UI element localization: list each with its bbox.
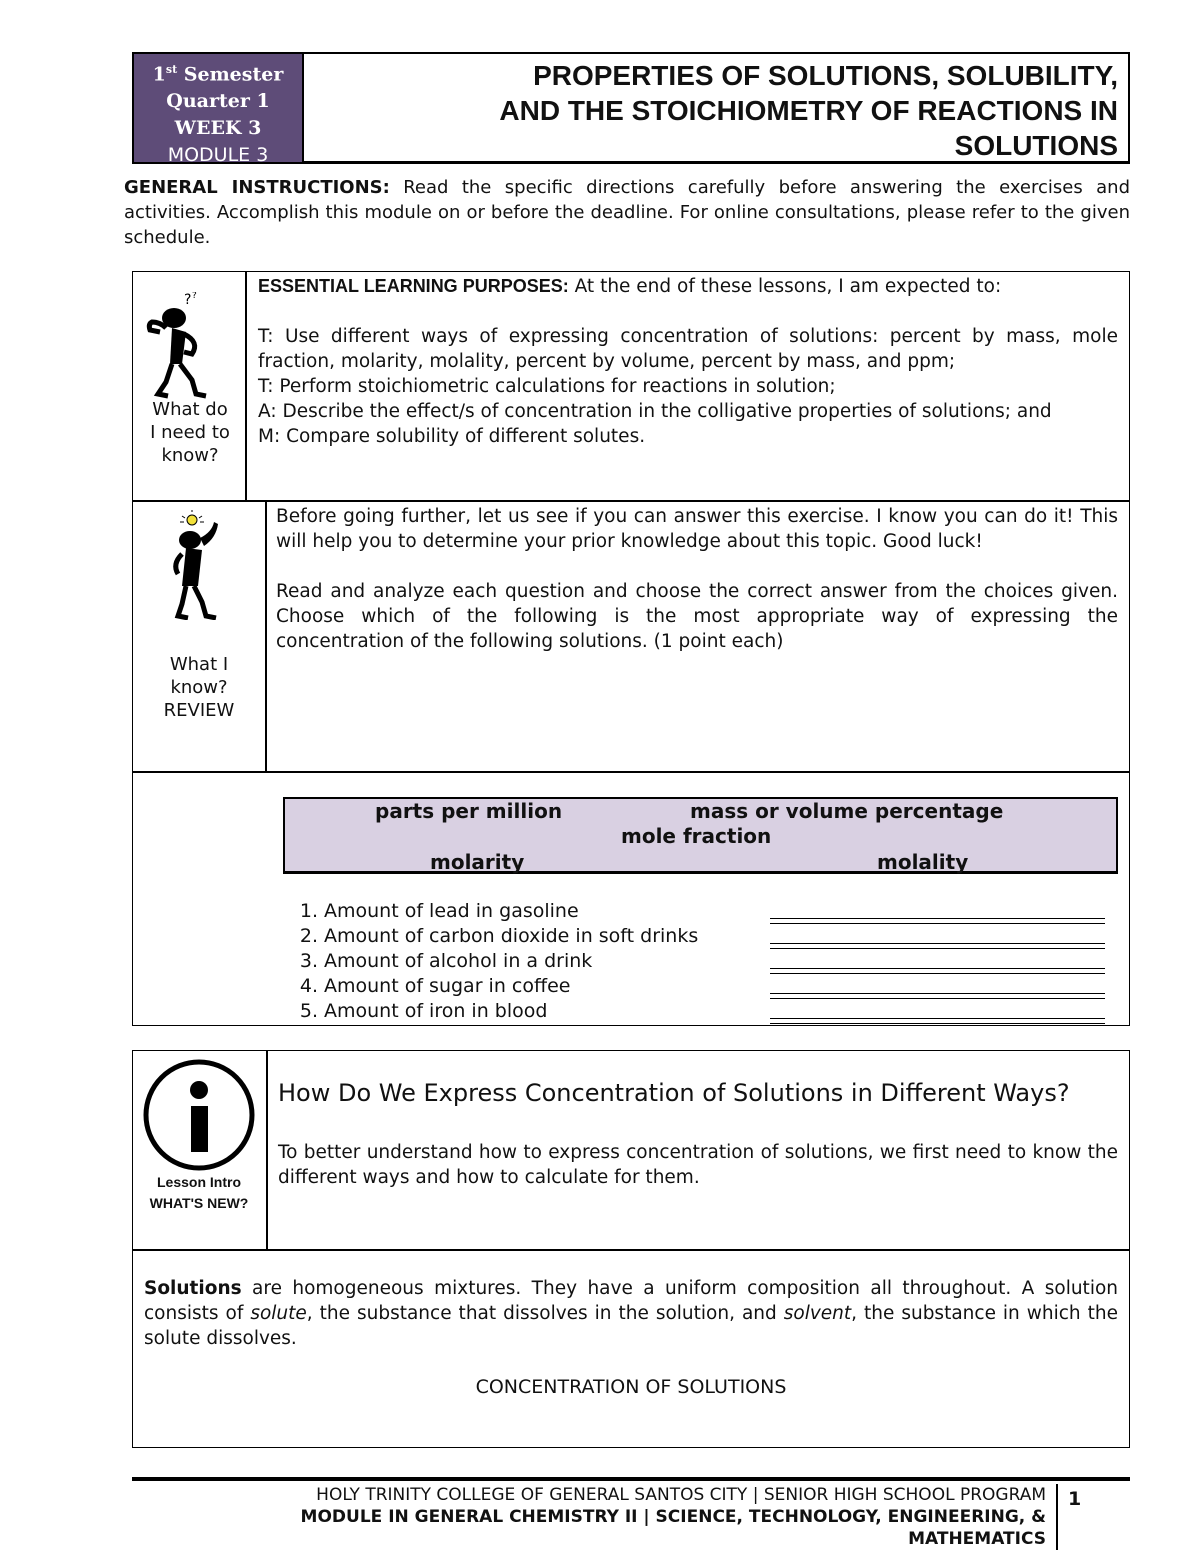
question-text: Amount of alcohol in a drink [324,950,593,972]
question-text: Amount of iron in blood [324,1000,548,1022]
thinking-figure-icon [140,292,220,400]
footer-module: MODULE IN GENERAL CHEMISTRY II | SCIENCE, TECHNOLOGY, ENGINEERING, & [300,1507,1046,1527]
semester-badge [134,54,302,167]
general-instructions-text: Read the specific directions carefully before answering the exercises and activities. Accomplish this module on or before the deadline. For online consultations, please refer to the given schedule. [124,177,1130,248]
label-line: I need to [150,422,230,443]
question-number: 1. [299,900,318,922]
intro-divider [132,1249,1130,1251]
page-title [314,58,1118,163]
question-text: Amount of lead in gasoline [324,900,579,922]
review-paragraph: Read and analyze each question and choose the correct answer from the choices given. Choose which of the following is the most appropriate way of expressing the concentration of the following solutions. (1 point each) [276,581,1118,652]
review-divider [132,771,1130,773]
learning-purposes-content [258,274,1118,449]
review-content [276,504,1118,654]
solute-term: solute [250,1303,307,1324]
question-text: Amount of sugar in coffee [324,975,571,997]
concentration-subheading: CONCENTRATION OF SOLUTIONS [475,1376,787,1398]
what-i-know-label [135,653,263,722]
answer-blank-3[interactable] [770,968,1105,974]
label-line: know? [170,677,228,698]
label-line: What do [152,399,228,420]
learning-purposes-intro: At the end of these lessons, I am expected to: [568,276,1002,297]
choice-molarity: molarity [430,850,525,874]
lesson-intro-text: To better understand how to express concentration of solutions, we first need to know the different ways and how to calculate for them. [278,1142,1118,1188]
question-number: 2. [299,925,318,947]
learning-purposes-heading: ESSENTIAL LEARNING PURPOSES: [258,276,569,296]
label-line: What I [169,654,229,675]
answer-blank-4[interactable] [770,993,1105,999]
module-header [132,52,1130,167]
title-line: PROPERTIES OF SOLUTIONS, SOLUBILITY, [533,60,1118,91]
week-label: WEEK 3 [174,117,262,140]
title-line: AND THE STOICHIOMETRY OF REACTIONS IN [499,95,1118,126]
footer-school: HOLY TRINITY COLLEGE OF GENERAL SANTOS CITY | SENIOR HIGH SCHOOL PROGRAM [316,1485,1046,1505]
semester-word: Semester [177,63,284,86]
choice-molality: molality [877,850,969,874]
solutions-text: , the substance that dissolves in the solution, and [306,1303,784,1324]
learning-purpose-item: A: Describe the effect/s of concentration in the colligative properties of solutions; and [258,401,1052,422]
semester-suffix: st [165,63,178,76]
solutions-text: are homogeneous mixtures. They have a uniform composition all throughout. A solution consists of [144,1278,1118,1324]
question-number: 4. [299,975,318,997]
lesson-intro-label [135,1172,263,1214]
box-divider [266,1050,268,1250]
module-label: MODULE 3 [167,144,269,167]
info-icon [141,1058,257,1172]
choice-percentage: mass or volume percentage [690,799,1004,823]
question-item [284,899,579,924]
learning-purpose-item: T: Use different ways of expressing concentration of solutions: percent by mass, mole fraction, molarity, molality, percent by volume, percent by mass, and ppm; [258,326,1118,372]
lightbulb-figure-icon [168,508,230,620]
quarter-label: Quarter 1 [166,90,270,113]
answer-blank-5[interactable] [770,1018,1105,1024]
general-instructions [124,175,1130,250]
label-line: WHAT'S NEW? [149,1195,249,1211]
general-instructions-label: GENERAL INSTRUCTIONS: [124,177,390,198]
footer-rule [132,1477,1130,1481]
semester-number: 1 [152,63,166,86]
question-item [284,999,547,1024]
header-divider [302,54,304,162]
what-do-i-need-to-know-label [135,398,245,467]
choice-mole-fraction: mole fraction [621,824,772,848]
page-number: 1 [1068,1488,1082,1510]
footer-module-cont: MATHEMATICS [908,1529,1046,1549]
solutions-term: Solutions [144,1278,242,1299]
review-paragraph: Before going further, let us see if you can answer this exercise. I know you can do it! This will help you to determine your prior knowledge about this topic. Good luck! [276,506,1118,552]
question-number: 5. [299,1000,318,1022]
question-text: Amount of carbon dioxide in soft drinks [324,925,699,947]
learning-purpose-item: M: Compare solubility of different solutes. [258,426,646,447]
question-item [284,974,570,999]
label-line: know? [161,445,219,466]
solutions-paragraph [144,1276,1118,1351]
question-item [284,949,592,974]
label-line: Lesson Intro [156,1174,241,1190]
choice-ppm: parts per million [375,799,563,823]
question-item [284,924,698,949]
answer-blank-2[interactable] [770,943,1105,949]
answer-choices-box [283,797,1118,874]
svg-text:?: ? [192,292,197,301]
lesson-heading: How Do We Express Concentration of Solutions in Different Ways? [278,1079,1070,1107]
label-line: REVIEW [163,700,235,721]
box-divider [245,271,247,502]
question-number: 3. [299,950,318,972]
page-number-divider [1056,1484,1058,1550]
title-line: SOLUTIONS [954,130,1118,161]
learning-purpose-item: T: Perform stoichiometric calculations for reactions in solution; [258,376,836,397]
answer-blank-1[interactable] [770,918,1105,924]
solvent-term: solvent [783,1303,852,1324]
svg-text:?: ? [184,292,192,308]
box-divider [265,500,267,772]
solutions-text: , the substance in which the solute dissolves. [144,1303,1118,1349]
